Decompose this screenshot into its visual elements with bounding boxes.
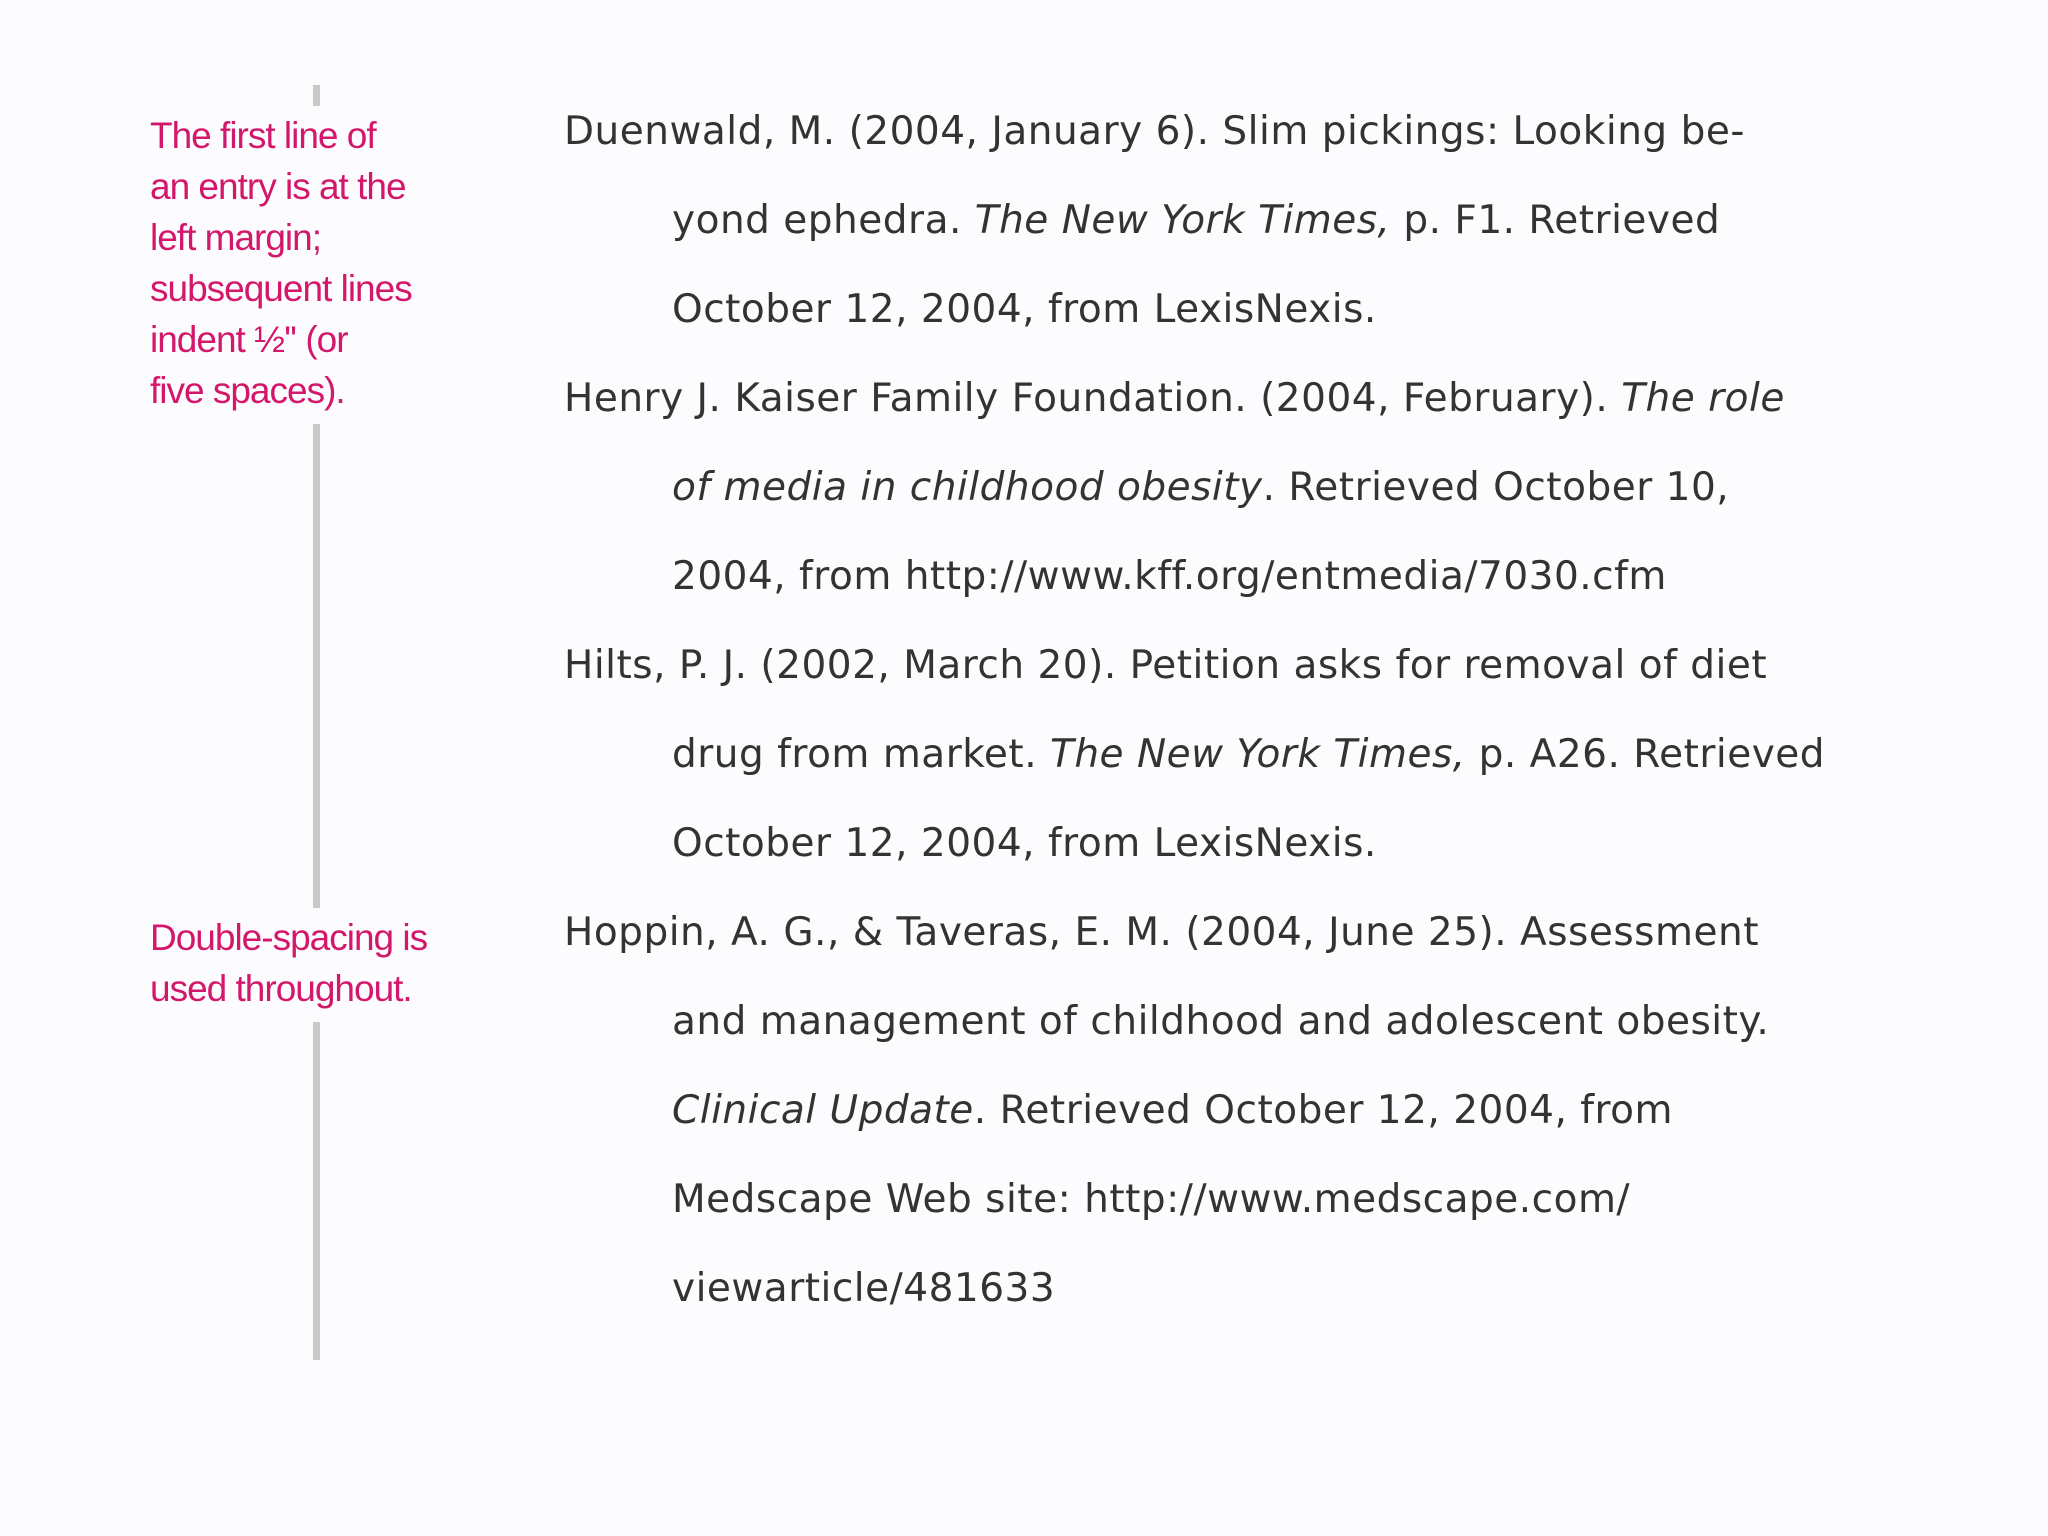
italic-title: The New York Times, — [1050, 732, 1466, 777]
reference-line — [564, 100, 1964, 189]
annotation-line: The first line of — [150, 115, 376, 156]
annotation-line: five spaces). — [150, 370, 345, 411]
text-run: 2004, from http://www.kff.org/entmedia/7030.cfm — [672, 554, 1667, 599]
italic-title: The New York Times, — [974, 198, 1391, 243]
text-run: . Retrieved October 10, — [1262, 465, 1730, 510]
reference-line — [564, 367, 1964, 456]
italic-title: Clinical Update — [672, 1088, 974, 1133]
reference-line — [564, 634, 1964, 723]
text-run: October 12, 2004, from LexisNexis. — [672, 821, 1377, 866]
text-run: and management of childhood and adolescent obesity. — [672, 999, 1770, 1044]
reference-line — [564, 990, 1964, 1079]
text-run: Henry J. Kaiser Family Foundation. (2004, February). — [564, 376, 1622, 421]
text-run: Hilts, P. J. (2002, March 20). Petition asks for removal of diet — [564, 643, 1768, 688]
italic-title: The role — [1621, 376, 1785, 421]
annotation-line: left margin; — [150, 217, 322, 258]
reference-entry-duenwald — [564, 100, 1964, 367]
reference-line — [564, 278, 1964, 367]
text-run: October 12, 2004, from LexisNexis. — [672, 287, 1377, 332]
annotation-hanging-indent — [150, 106, 450, 424]
reference-line — [564, 456, 1964, 545]
reference-line — [564, 1079, 1964, 1168]
reference-list — [564, 100, 1964, 1346]
text-run: Medscape Web site: http://www.medscape.com/ — [672, 1177, 1631, 1222]
text-run: Duenwald, M. (2004, January 6). Slim pickings: Looking be- — [564, 109, 1745, 154]
annotation-double-spacing — [150, 908, 450, 1022]
reference-entry-hilts — [564, 634, 1964, 901]
annotation-line: used throughout. — [150, 968, 412, 1009]
reference-entry-hoppin — [564, 901, 1964, 1346]
reference-line — [564, 1257, 1964, 1346]
reference-line — [564, 545, 1964, 634]
annotation-line: indent ½'' (or — [150, 319, 348, 360]
text-run: . Retrieved October 12, 2004, from — [973, 1088, 1673, 1133]
reference-line — [564, 901, 1964, 990]
text-run: yond ephedra. — [672, 198, 975, 243]
reference-line — [564, 189, 1964, 278]
text-run: viewarticle/481633 — [672, 1266, 1056, 1311]
annotation-line: an entry is at the — [150, 166, 406, 207]
reference-line — [564, 723, 1964, 812]
text-run: p. F1. Retrieved — [1390, 198, 1721, 243]
reference-line — [564, 1168, 1964, 1257]
text-run: drug from market. — [672, 732, 1051, 777]
text-run: p. A26. Retrieved — [1465, 732, 1826, 777]
reference-entry-kaiser — [564, 367, 1964, 634]
annotation-line: Double-spacing is — [150, 917, 428, 958]
italic-title: of media in childhood obesity — [672, 465, 1263, 510]
reference-line — [564, 812, 1964, 901]
annotation-line: subsequent lines — [150, 268, 412, 309]
text-run: Hoppin, A. G., & Taveras, E. M. (2004, June 25). Assessment — [564, 910, 1759, 955]
